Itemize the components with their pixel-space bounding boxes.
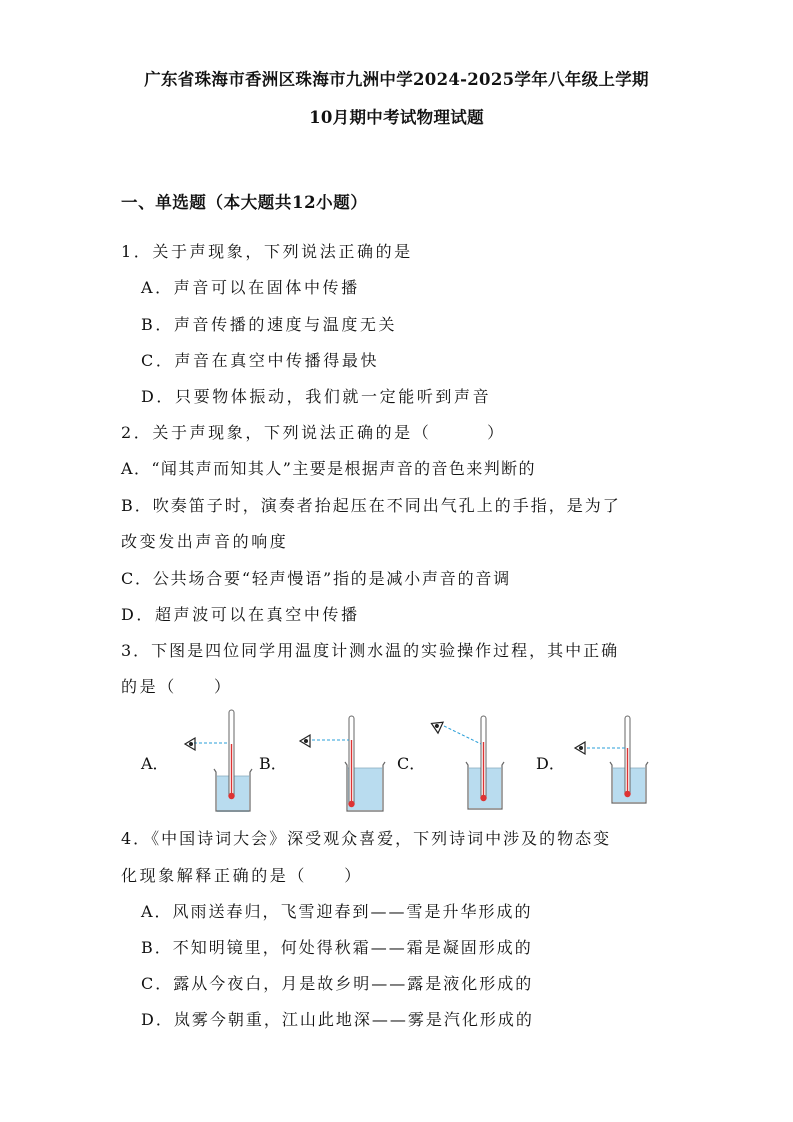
q3-figure-d	[565, 712, 655, 812]
q3-figure-label-a: A．	[141, 754, 169, 773]
q3-stem-line2: 的是（ ）	[121, 677, 233, 696]
q4-option-d: D．岚雾今朝重，江山此地深——雾是汽化形成的	[141, 1010, 534, 1029]
q3-figure-b	[290, 702, 390, 812]
q1-option-b: B．声音传播的速度与温度无关	[141, 315, 398, 334]
q4-option-a: A．风雨送春归，飞雪迎春到——雪是升华形成的	[141, 902, 533, 921]
q3-stem-line1: 3．下图是四位同学用温度计测水温的实验操作过程，其中正确	[121, 641, 620, 660]
q3-figure-label-b: B．	[259, 754, 287, 773]
q3-figure-c	[430, 710, 510, 810]
eye-icon	[430, 718, 443, 733]
q1-option-c: C．声音在真空中传播得最快	[141, 351, 380, 370]
q4-option-c: C．露从今夜白，月是故乡明——露是液化形成的	[141, 974, 534, 993]
thermometer-icon	[480, 716, 486, 801]
q3-figure-label-c: C．	[397, 754, 426, 773]
exam-title-line2: 10月期中考试物理试题	[309, 108, 484, 127]
q1-option-a: A．声音可以在固体中传播	[141, 278, 360, 297]
q2-option-d: D．超声波可以在真空中传播	[121, 605, 360, 624]
q4-stem-line1: 4．《中国诗词大会》深受观众喜爱，下列诗词中涉及的物态变	[121, 829, 612, 848]
q2-option-c: C．公共场合要“轻声慢语”指的是减小声音的音调	[121, 569, 512, 588]
q2-option-b-line1: B．吹奏笛子时，演奏者抬起压在不同出气孔上的手指，是为了	[121, 496, 621, 515]
q2-option-a: A．“闻其声而知其人”主要是根据声音的音色来判断的	[121, 459, 536, 478]
section-heading: 一、单选题（本大题共12小题）	[121, 193, 368, 212]
exam-title-line1: 广东省珠海市香洲区珠海市九洲中学2024-2025学年八年级上学期	[144, 70, 649, 89]
thermometer-icon	[228, 710, 234, 799]
eye-icon	[575, 742, 585, 754]
q3-figure-a	[170, 702, 260, 812]
eye-icon	[185, 738, 195, 750]
eye-icon	[300, 735, 310, 747]
q4-option-b: B．不知明镜里，何处得秋霜——霜是凝固形成的	[141, 938, 533, 957]
thermometer-icon	[348, 716, 354, 807]
q4-stem-line2: 化现象解释正确的是（ ）	[121, 866, 363, 885]
sight-line	[444, 726, 481, 744]
q2-stem: 2．关于声现象，下列说法正确的是（ ）	[121, 423, 506, 442]
q3-figure-label-d: D．	[536, 754, 565, 773]
q1-stem: 1．关于声现象，下列说法正确的是	[121, 242, 413, 261]
q2-option-b-line2: 改变发出声音的响度	[121, 532, 289, 551]
thermometer-icon	[624, 716, 630, 797]
q1-option-d: D．只要物体振动，我们就一定能听到声音	[141, 387, 492, 406]
